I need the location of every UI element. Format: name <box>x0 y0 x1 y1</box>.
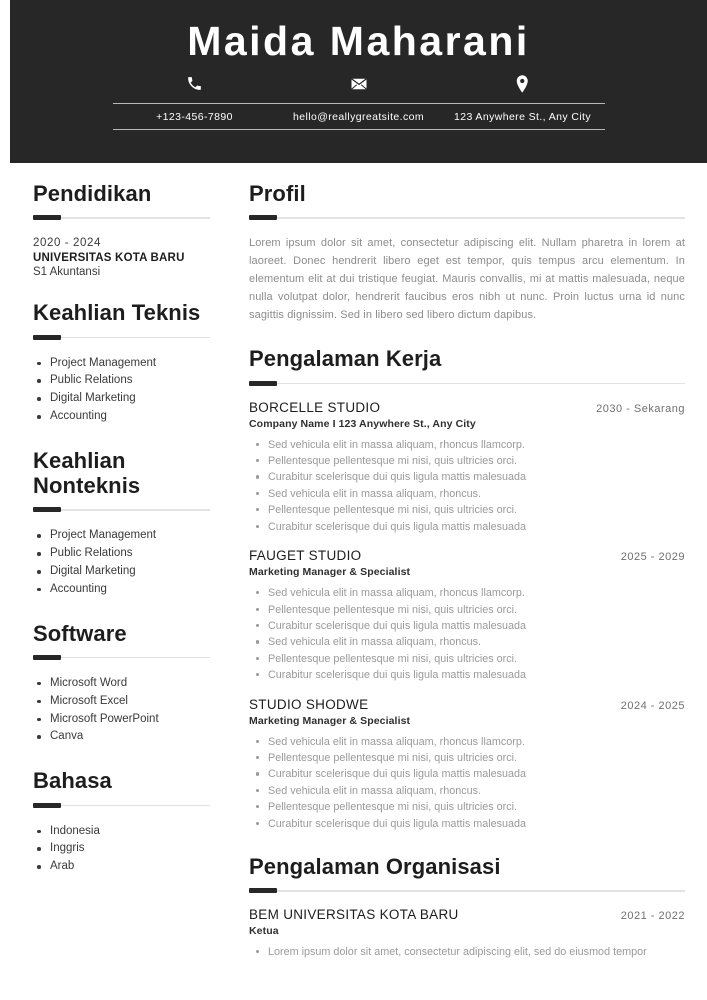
underline-accent <box>33 655 61 660</box>
section-underline <box>33 655 210 661</box>
list-item: Pellentesque pellentesque mi nisi, quis ultricies orci. <box>249 453 685 469</box>
experience-entry <box>249 400 685 535</box>
list-item: Public Relations <box>33 372 210 390</box>
contact-item-address <box>441 75 605 103</box>
section-underline <box>249 215 685 221</box>
list-item: Pellentesque pellentesque mi nisi, quis ultricies orci. <box>249 651 685 667</box>
list-item: Sed vehicula elit in massa aliquam, rhoncus llamcorp. <box>249 734 685 750</box>
section-title-languages: Bahasa <box>33 768 112 794</box>
list-item: Sed vehicula elit in massa aliquam, rhoncus llamcorp. <box>249 437 685 453</box>
list-item: Inggris <box>33 840 210 858</box>
list-item: Sed vehicula elit in massa aliquam, rhoncus llamcorp. <box>249 585 685 601</box>
underline-accent <box>249 888 277 893</box>
sidebar <box>0 163 232 1000</box>
list-item: Curabitur scelerisque dui quis ligula mattis malesuada <box>249 816 685 832</box>
list-item: Sed vehicula elit in massa aliquam, rhoncus. <box>249 783 685 799</box>
list-item: Curabitur scelerisque dui quis ligula mattis malesuada <box>249 667 685 683</box>
list-item: Microsoft Word <box>33 675 210 693</box>
experience-header <box>249 697 685 712</box>
organization-header <box>249 907 685 922</box>
section-languages <box>33 768 210 876</box>
experience-entry <box>249 697 685 832</box>
experience-header <box>249 548 685 563</box>
section-nontechnical-skills <box>33 448 210 599</box>
contact-item-phone <box>113 75 277 103</box>
languages-list <box>33 823 210 876</box>
section-profile <box>249 181 685 324</box>
list-item: Project Management <box>33 355 210 373</box>
page-title: Maida Maharani <box>187 18 530 64</box>
contact-address-text: 123 Anywhere St., Any City <box>453 111 592 124</box>
underline-thin <box>249 217 685 219</box>
experience-company: STUDIO SHODWE <box>249 696 369 712</box>
education-school: UNIVERSITAS KOTA BARU <box>33 252 185 265</box>
section-title-education: Pendidikan <box>33 181 152 206</box>
experience-subtitle: Company Name I 123 Anywhere St., Any City <box>249 417 476 430</box>
main-column <box>232 163 707 1000</box>
experience-entry <box>249 548 685 683</box>
list-item: Accounting <box>33 581 210 599</box>
underline-accent <box>33 803 61 808</box>
underline-accent <box>33 335 61 340</box>
organization-role: Ketua <box>249 925 279 938</box>
list-item: Public Relations <box>33 545 210 563</box>
organization-name: BEM UNIVERSITAS KOTA BARU <box>249 907 459 923</box>
list-item: Microsoft Excel <box>33 693 210 711</box>
technical-skills-list <box>33 355 210 426</box>
section-work-experience <box>249 346 685 832</box>
profile-paragraph: Lorem ipsum dolor sit amet, consectetur adipiscing elit. Nullam pharetra in lorem at laoreet. Donec hendrerit libero eget est tempor, quis tempus arcu elementum. In elementum elit at dui tristique feugiat. Mauris convallis, mi at mattis malesuada, neque nulla volutpat dolor, hendrerit faucibus eros nibh ut nunc. Proin luctus urna id nunc sagittis dignissim. Sed in libero sed libero dictum dapibus. <box>249 237 685 321</box>
contact-phone-text: +123-456-7890 <box>156 111 233 124</box>
list-item: Curabitur scelerisque dui quis ligula mattis malesuada <box>249 618 685 634</box>
underline-accent <box>33 215 61 220</box>
envelope-icon <box>350 75 368 93</box>
section-technical-skills <box>33 300 210 426</box>
experience-bullets <box>249 734 685 832</box>
list-item: Pellentesque pellentesque mi nisi, quis ultricies orci. <box>249 602 685 618</box>
software-list <box>33 675 210 746</box>
underline-accent <box>33 507 61 512</box>
underline-thin <box>249 890 685 892</box>
experience-header <box>249 400 685 415</box>
education-year: 2020 - 2024 <box>33 237 101 250</box>
experience-company: FAUGET STUDIO <box>249 548 362 564</box>
contact-text-row <box>113 104 605 129</box>
list-item: Arab <box>33 858 210 876</box>
resume-body <box>0 163 707 1000</box>
organization-bullets <box>249 944 685 960</box>
experience-bullets <box>249 437 685 535</box>
experience-subtitle: Marketing Manager & Specialist <box>249 566 411 579</box>
section-underline <box>33 335 210 341</box>
nontechnical-skills-list <box>33 527 210 598</box>
experience-date: 2024 - 2025 <box>620 699 685 712</box>
section-software <box>33 621 210 747</box>
section-education <box>33 181 210 278</box>
experience-company: BORCELLE STUDIO <box>249 399 381 415</box>
organization-date: 2021 - 2022 <box>620 910 685 923</box>
list-item: Pellentesque pellentesque mi nisi, quis ultricies orci. <box>249 799 685 815</box>
section-title-software: Software <box>33 620 127 646</box>
list-item: Sed vehicula elit in massa aliquam, rhoncus. <box>249 634 685 650</box>
section-title-technical-skills: Keahlian Teknis <box>33 300 201 326</box>
section-underline <box>33 803 210 809</box>
experience-bullets <box>249 585 685 683</box>
contact-email-text: hello@reallygreatsite.com <box>293 111 424 124</box>
section-underline <box>249 888 685 894</box>
list-item: Indonesia <box>33 823 210 841</box>
section-organization-experience <box>249 854 685 961</box>
contact-icon-row <box>113 75 605 103</box>
section-title-organization-experience: Pengalaman Organisasi <box>249 853 501 879</box>
list-item: Curabitur scelerisque dui quis ligula mattis malesuada <box>249 766 685 782</box>
list-item: Digital Marketing <box>33 563 210 581</box>
underline-thin <box>249 383 685 385</box>
experience-subtitle: Marketing Manager & Specialist <box>249 714 411 727</box>
list-item: Canva <box>33 728 210 746</box>
list-item: Sed vehicula elit in massa aliquam, rhoncus. <box>249 486 685 502</box>
map-pin-icon <box>515 75 530 93</box>
section-underline <box>33 215 210 221</box>
underline-accent <box>249 215 277 220</box>
list-item: Lorem ipsum dolor sit amet, consectetur adipiscing elit, sed do eiusmod tempor <box>249 944 685 960</box>
list-item: Digital Marketing <box>33 390 210 408</box>
list-item: Microsoft PowerPoint <box>33 711 210 729</box>
education-degree: S1 Akuntansi <box>33 266 101 279</box>
contact-block <box>113 75 605 130</box>
list-item: Accounting <box>33 408 210 426</box>
experience-date: 2030 - Sekarang <box>596 402 685 415</box>
section-title-profile: Profil <box>249 181 306 206</box>
list-item: Curabitur scelerisque dui quis ligula mattis malesuada <box>249 469 685 485</box>
list-item: Pellentesque pellentesque mi nisi, quis ultricies orci. <box>249 750 685 766</box>
list-item: Project Management <box>33 527 210 545</box>
resume-header <box>10 0 707 163</box>
section-underline <box>33 507 210 513</box>
list-item: Curabitur scelerisque dui quis ligula mattis malesuada <box>249 519 685 535</box>
section-underline <box>249 381 685 387</box>
list-item: Pellentesque pellentesque mi nisi, quis ultricies orci. <box>249 502 685 518</box>
organization-entry <box>249 907 685 960</box>
section-title-work-experience: Pengalaman Kerja <box>249 346 442 372</box>
phone-icon <box>186 75 203 92</box>
section-title-nontechnical-skills: Keahlian Nonteknis <box>33 447 141 499</box>
underline-accent <box>249 381 277 386</box>
experience-date: 2025 - 2029 <box>620 551 685 564</box>
contact-item-email <box>277 75 441 103</box>
contact-rule-bottom <box>113 129 605 130</box>
